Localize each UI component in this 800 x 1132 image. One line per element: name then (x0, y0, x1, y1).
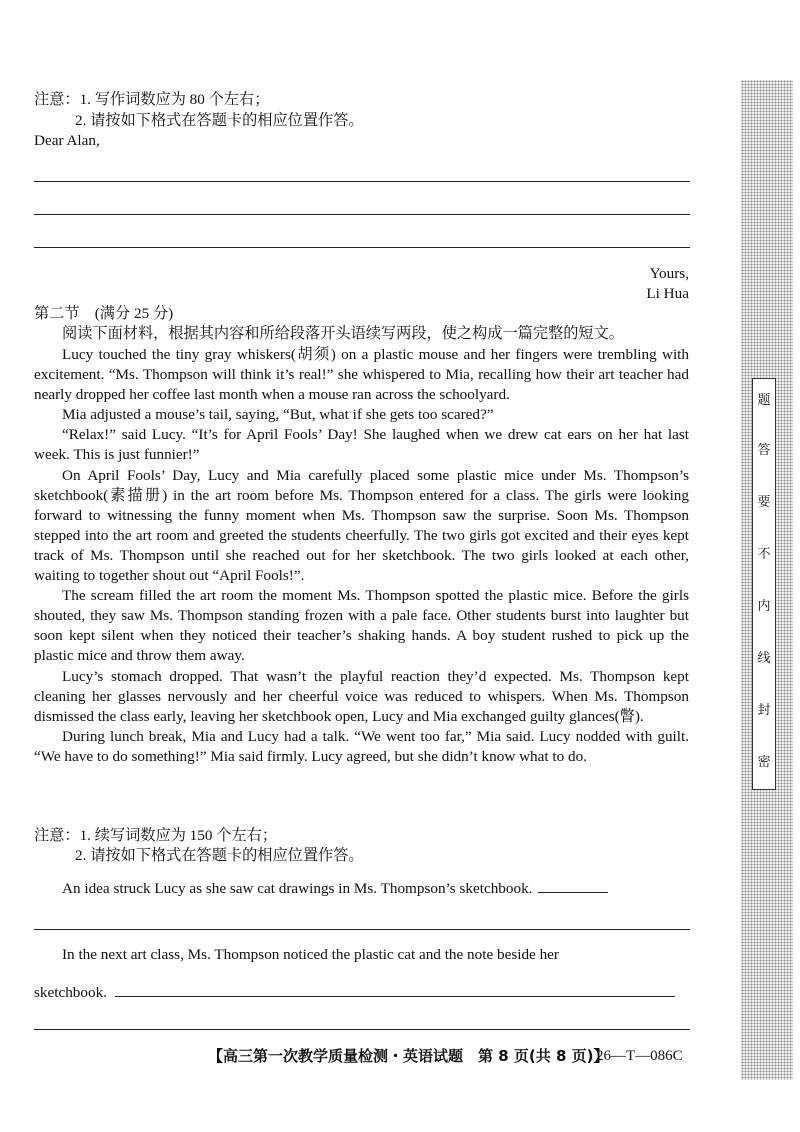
section2-note-line1: 注意：1. 续写词数应为 150 个左右； (34, 827, 277, 844)
answer-line (34, 181, 690, 182)
seal-char: 题 (757, 393, 771, 408)
section2-title: 第二节 (满分 25 分) (34, 305, 174, 322)
story-paragraph: On April Fools’ Day, Lucy and Mia carefully placed some plastic mice under Ms. Thompson’s sketchbook(素描册) in the art room before Ms. Thompson entered for a class. The girls were looking forward to witnessing the funny moment when Ms. Thompson saw the surprise. Soon Ms. Thompson stepped into the art room and greeted the students cheerfully. The two girls got excited and their eyes kept track of Ms. Thompson until she reached out for her sketchbook. The two girls looked at each other, waiting to together shout out “April Fools!”. (34, 466, 689, 585)
writing1-note-line1: 注意：1. 写作词数应为 80 个左右； (34, 91, 270, 108)
letter-signature: Li Hua (646, 285, 689, 302)
answer-line (34, 929, 690, 930)
seal-char: 密 (757, 755, 771, 770)
answer-line (34, 247, 690, 248)
prompt-2-text-b: sketchbook. (34, 984, 107, 1001)
footer-title: 【高三第一次教学质量检测・英语试题 第 8 页(共 8 页)】 (208, 1047, 609, 1065)
section2-note-line2: 2. 请按如下格式在答题卡的相应位置作答。 (75, 847, 364, 864)
seal-char: 封 (757, 703, 771, 718)
seal-char: 要 (757, 495, 771, 510)
letter-greeting: Dear Alan, (34, 132, 100, 149)
seal-char: 答 (757, 443, 771, 458)
seal-char: 线 (757, 651, 771, 666)
story-paragraph: During lunch break, Mia and Lucy had a talk. “We went too far,” Mia said. Lucy nodded with guilt. “We have to do something!” Mia said firmly. Lucy agreed, but she didn’t know what to do. (34, 727, 689, 765)
answer-blank (538, 878, 608, 893)
continuation-prompt-2: In the next art class, Ms. Thompson noticed the plastic cat and the note beside her (62, 946, 559, 963)
footer-code: 26—T—086C (596, 1048, 683, 1064)
story-paragraph: Lucy’s stomach dropped. That wasn’t the playful reaction they’d expected. Ms. Thompson kept cleaning her glasses nervously and her cheerful voice was reduced to whispers. When Ms. Thompson dismissed the class early, leaving her sketchbook open, Lucy and Mia exchanged guilty glances(瞥). (34, 667, 689, 725)
seal-line-label (752, 378, 776, 790)
story-paragraph: Lucy touched the tiny gray whiskers(胡须) on a plastic mouse and her fingers were trembling with excitement. “Ms. Thompson will think it’s real!” she whispered to Mia, recalling how their art teacher had nearly dropped her coffee last month when a mouse ran across the schoolyard. (34, 346, 689, 404)
letter-closing: Yours, (649, 265, 689, 282)
continuation-prompt-1 (62, 878, 608, 899)
story-paragraph: “Relax!” said Lucy. “It’s for April Fools’ Day! She laughed when we drew cat ears on her hat last week. This is just funnier!” (34, 426, 689, 464)
writing1-note-line2: 2. 请按如下格式在答题卡的相应位置作答。 (75, 112, 364, 129)
story-paragraph: Mia adjusted a mouse’s tail, saying, “But, what if she gets too scared?” (62, 406, 494, 424)
answer-blank (115, 982, 675, 997)
seal-char: 内 (757, 599, 771, 614)
answer-line (34, 1029, 690, 1030)
continuation-prompt-2-cont (34, 982, 675, 1003)
answer-line (34, 214, 690, 215)
seal-char: 不 (757, 547, 771, 562)
prompt-1-text: An idea struck Lucy as she saw cat drawings in Ms. Thompson’s sketchbook. (62, 880, 533, 897)
section2-instruction: 阅读下面材料，根据其内容和所给段落开头语续写两段，使之构成一篇完整的短文。 (62, 325, 624, 342)
story-passage (34, 345, 689, 767)
story-paragraph: The scream filled the art room the moment Ms. Thompson spotted the plastic mice. Before the girls shouted, they saw Ms. Thompson standing frozen with a pale face. Other students burst into laughter but soon kept silent when they noticed their teacher’s shaking hands. A boy student rushed to pick up the plastic mice and throw them away. (34, 587, 689, 665)
